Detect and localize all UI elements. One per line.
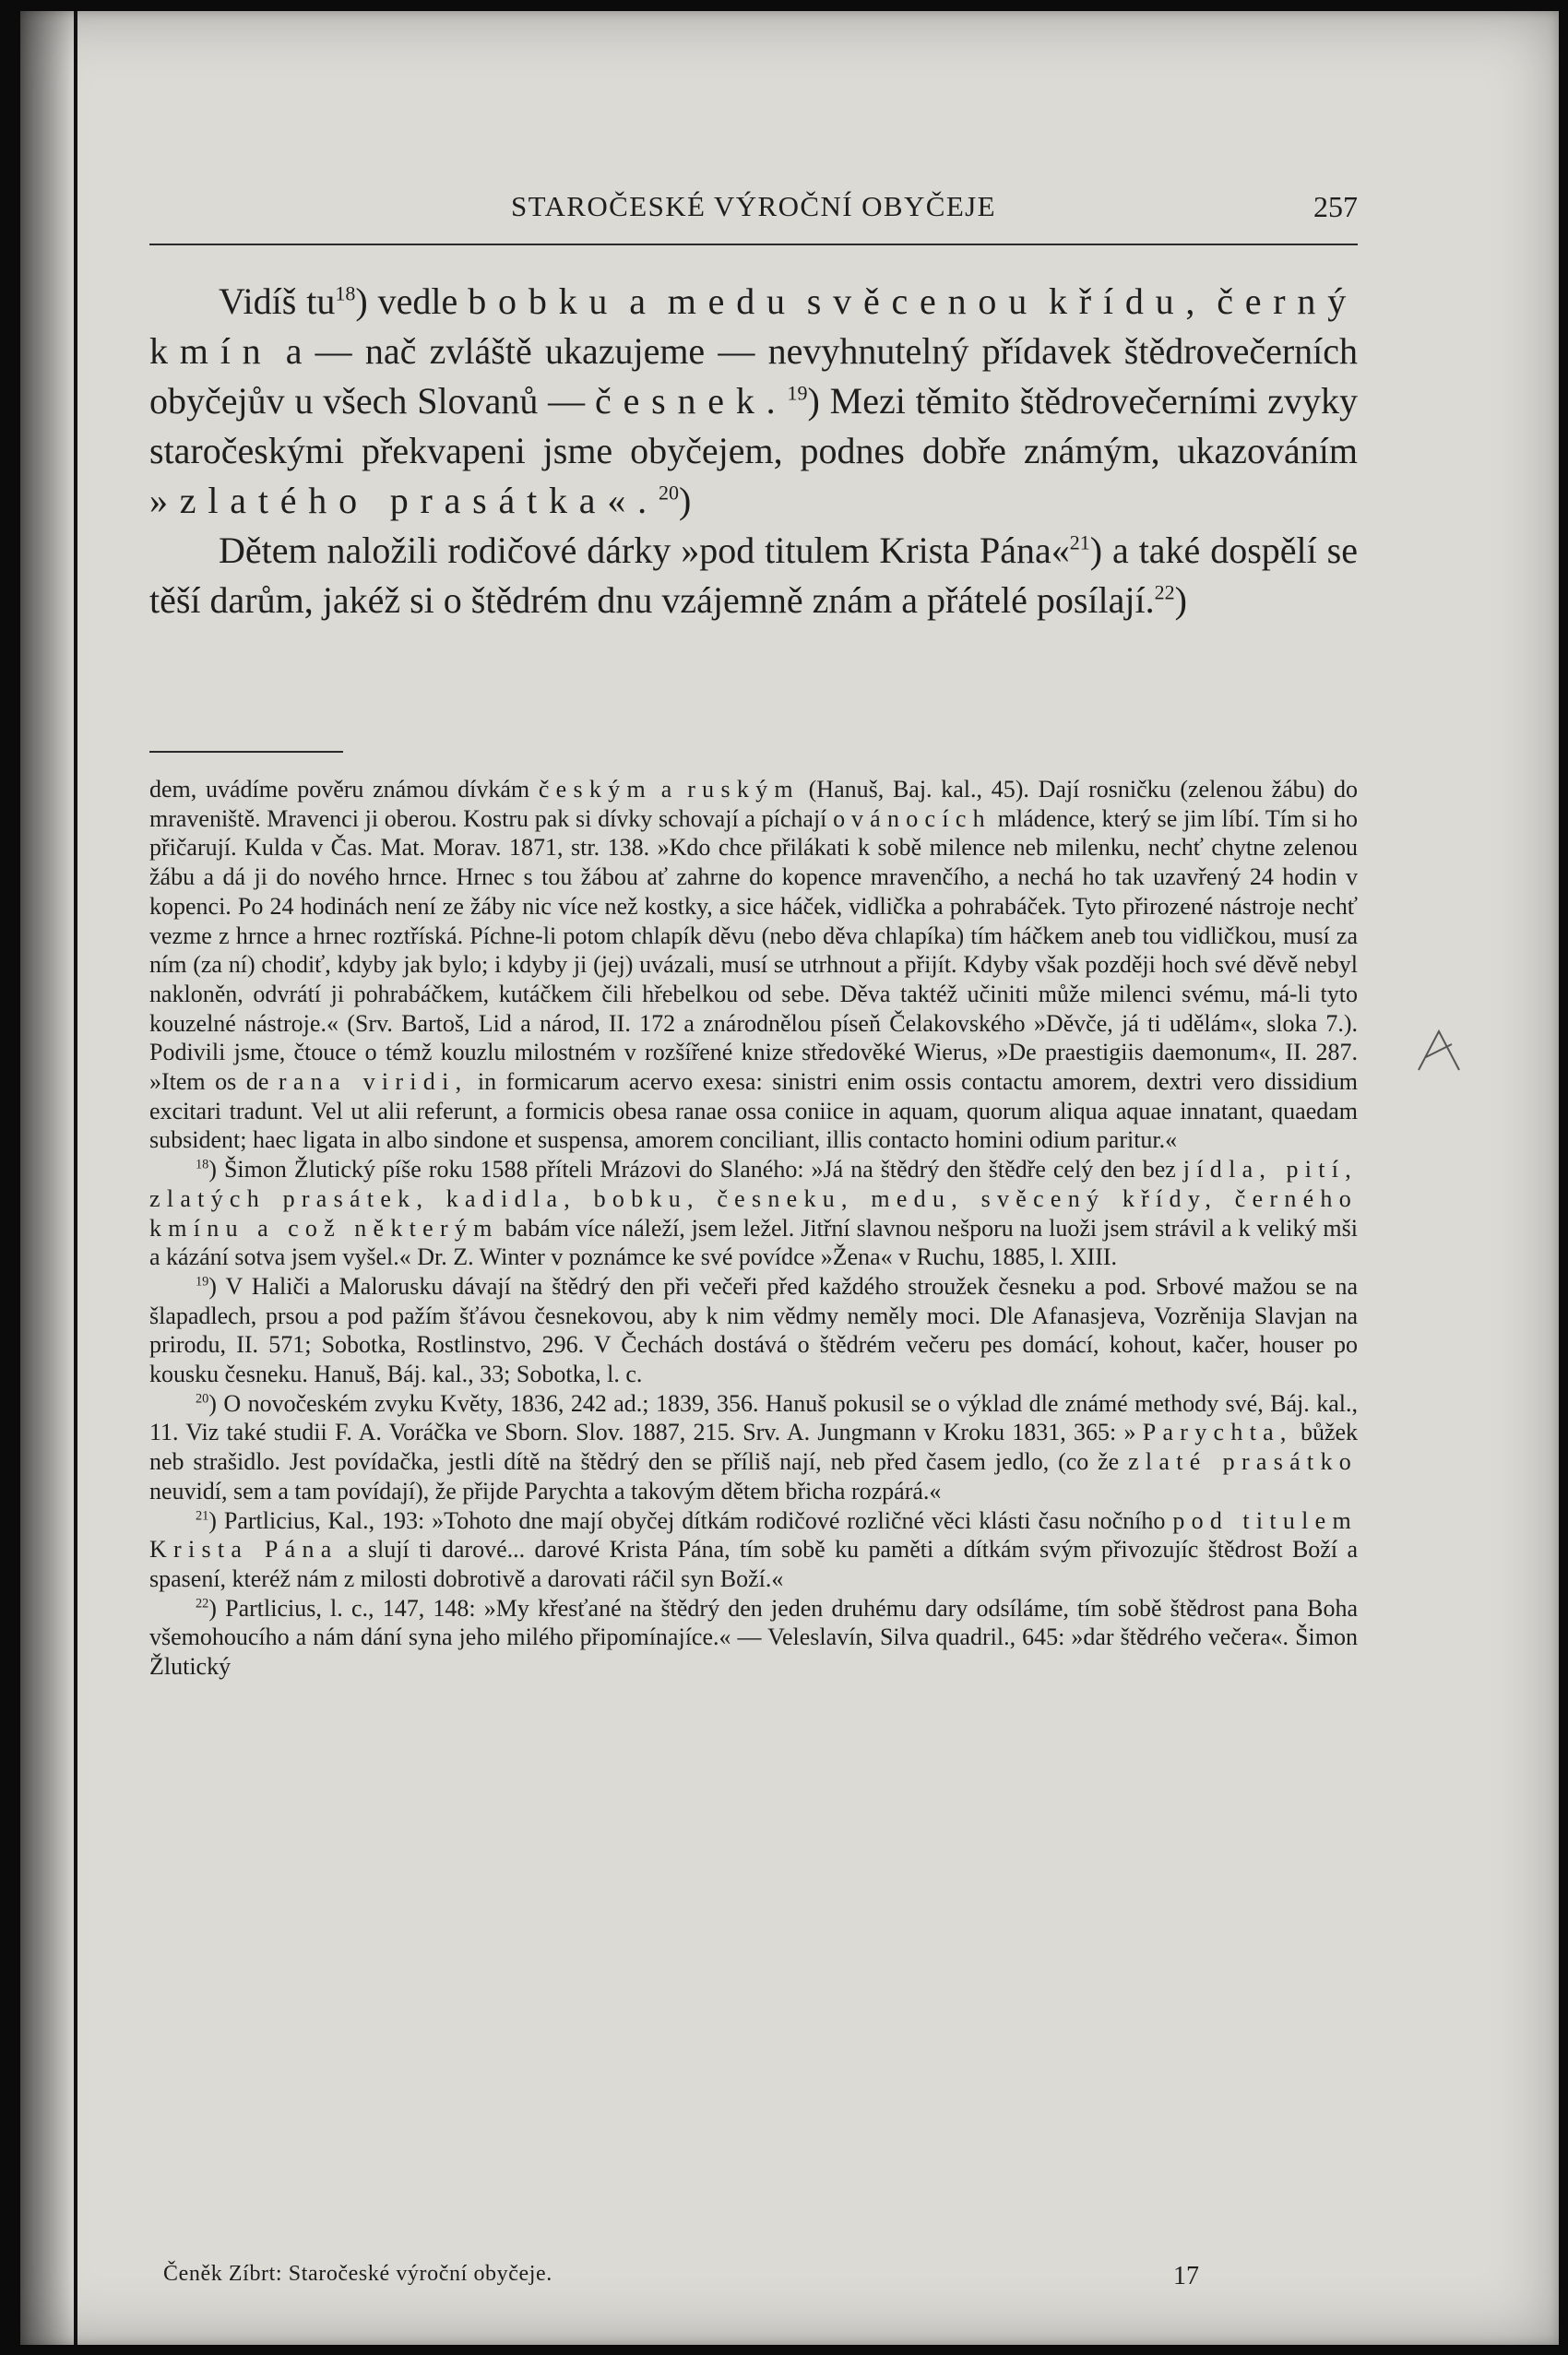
footnote-ref-22: 22	[1154, 580, 1175, 604]
footnote-ref-19: 19	[787, 381, 808, 405]
footnote-ref-18: 18	[335, 281, 356, 305]
page-number: 257	[1313, 190, 1358, 223]
main-text	[149, 277, 1358, 625]
footnote-rule	[149, 751, 343, 753]
footnote-ref-21: 21	[1069, 530, 1090, 554]
running-head	[149, 184, 1358, 231]
footer-signature: Čeněk Zíbrt: Staročeské výroční obyčeje.	[163, 2262, 552, 2286]
paragraph-2: Dětem naložili rodičové dárky »pod titulem Krista Pána«$^{21}$) a také dospělí se těší darům, jakéž si o štědrém dnu vzájemně znám a přátelé posílají.$^{22}$)	[149, 529, 1358, 621]
binding-edge	[74, 11, 77, 2345]
footnote-18: $^{18}$) Šimon Žlutický píše roku 1588 příteli Mrázovi do Slaného: »Já na štědrý den štědře celý den bez jídla, pití, zlatých prasátek, kadidla, bobku, česneku, medu, svěcený křídy, černého kmínu a což některým babám více náleží, jsem ležel. Jitřní slavnou nešporu na luoži jsem strávil a k veliký mši a kázání sotva jsem vyšel.« Dr. Z. Winter v poznámce ke své povídce »Žena« v Ruchu, 1885, l. XIII.	[149, 1156, 1359, 1271]
footnote-22: $^{22}$) Partlicius, l. c., 147, 148: »My křesťané na štědrý den jeden druhému dary odsíláme, tím sobě štědrost pana Boha všemohoucího a nám dání syna jeho milého připomínajíce.« — Veleslavín, Silva quadril., 645: »dar štědrého večera«. Šimon Žlutický	[149, 1594, 1358, 1681]
header-rule	[149, 244, 1358, 245]
signature-mark: 17	[1173, 2262, 1199, 2290]
scanned-page	[20, 11, 1559, 2345]
footnote-21: $^{21}$) Partlicius, Kal., 193: »Tohoto dne mají obyčej dítkám rodičové rozličné věci klásti času nočního pod titulem Krista Pána a slují ti darové... darové Krista Pána, tím sobě ku paměti a dítkám svým přivozujíc štědrost Boží a spasení, kteréž nám z milosti dobrotivě a darovati ráčil syn Boží.«	[149, 1506, 1358, 1592]
footnotes	[149, 775, 1358, 1682]
paragraph-1: Vidíš $tu^{18}$) vedle bobku a medu svěcenou křídu, černý kmín a — nač zvláště ukazujeme — nevyhnutelný přídavek štědrovečerních obyčejův u všech Slovanů — česnek.$^{19}$) Mezi těmito štědrovečerními zvyky staročeskými překvapeni jsme obyčejem, podnes dobře známým, ukazováním »zlatého prasátka«.$^{20}$)	[149, 280, 1359, 521]
footnote-19: $^{19}$) V Haliči a Malorusku dávají na štědrý den při večeři před každého stroužek česneku a pod. Srbové mažou se na šlapadlech, prsou a pod pažím šťávou česnekovou, aby k nim vědmy neměly moci. Dle Afanasjeva, Vozrěnija Slavjan na prirodu, II. 571; Sobotka, Rostlinstvo, 296. V Čechách dostává o štědrém večeru pes domácí, kohout, kačer, houser po kousku česneku. Hanuš, Báj. kal., 33; Sobotka, l. c.	[149, 1272, 1358, 1388]
footnote-ref-20: 20	[658, 481, 679, 505]
footnote-20: $^{20}$) O novočeském zvyku Květy, 1836, 242 ad.; 1839, 356. Hanuš pokusil se o výklad dle známé methody své, Báj. kal., 11. Viz také studii F. A. Voráčka ve Sborn. Slov. 1887, 215. Srv. A. Jungmann v Kroku 1831, 365: »Parychta, bůžek neb strašidlo. Jest povídačka, jestli dítě na štědrý den se příliš nají, neb před časem jedlo, (co že zlaté prasátko neuvidí, sem a tam povídají), že přijde Parychta a takovým dětem břicha rozpárá.«	[149, 1389, 1359, 1505]
pencil-mark-icon	[1411, 1026, 1467, 1081]
running-head-title: STAROČESKÉ VÝROČNÍ OBYČEJE	[511, 190, 996, 222]
footnote-continuation: dem, uvádíme pověru známou dívkám českým a ruským (Hanuš, Baj. kal., 45). Dají rosničku (zelenou žábu) do mraveniště. Mravenci ji oberou. Kostru pak si dívky schovají a píchají o vánocích mládence, který se jim líbí. Tím si ho přičarují. Kulda v Čas. Mat. Morav. 1871, str. 138. »Kdo chce přilákati k sobě milence neb milenku, nechť chytne zelenou žábu a dá ji do nového hrnce. Hrnec s tou žábou ať zahrne do kopence mravenčího, a nechá ho tak uzavřený 24 hodin v kopenci. Po 24 hodinách není ze žáby nic více než kostky, a sice háček, vidlička a pohrabáček. Tyto přirozené nástroje nechť vezme z hrnce a hrnec roztříská. Píchne-li potom chlapík děvu (nebo děva chlapíka) tím háčkem aneb tou vidličkou, musí za ním (za ní) chodiť, kdyby jak bylo; i kdyby ji (jej) uvázali, musí se utrhnout a přijít. Kdyby však později hoch své děvě nebyl nakloněn, odvrátí ji pohrabáčkem, kutáčkem čili hřebelkou od sebe. Děva taktéž učiniti může milenci svému, má-li tyto kouzelné nástroje.« (Srv. Bartoš, Lid a národ, II. 172 a znárodnělou píseň Čelakovského »Děvče, já ti udělám«, sloka 7.). Podivili jsme, čtouce o témž kouzlu milostném v rozšířené knize středověké Wierus, »De praestigiis daemonum«, II. 287. »Item os de rana viridi, in formicarum acervo exesa: sinistri enim ossis contactu amorem, dextri vero dissidium excitari tradunt. Vel ut alii referunt, a formicis obesa ranae ossa coniice in aquam, quorum aliqua aquae innatant, quaedam subsident; haec ligata in albo sindone et suspensa, amorem conciliant, illis contacto homini odium paritur.«	[149, 776, 1359, 1154]
page-footer	[149, 2262, 1358, 2299]
